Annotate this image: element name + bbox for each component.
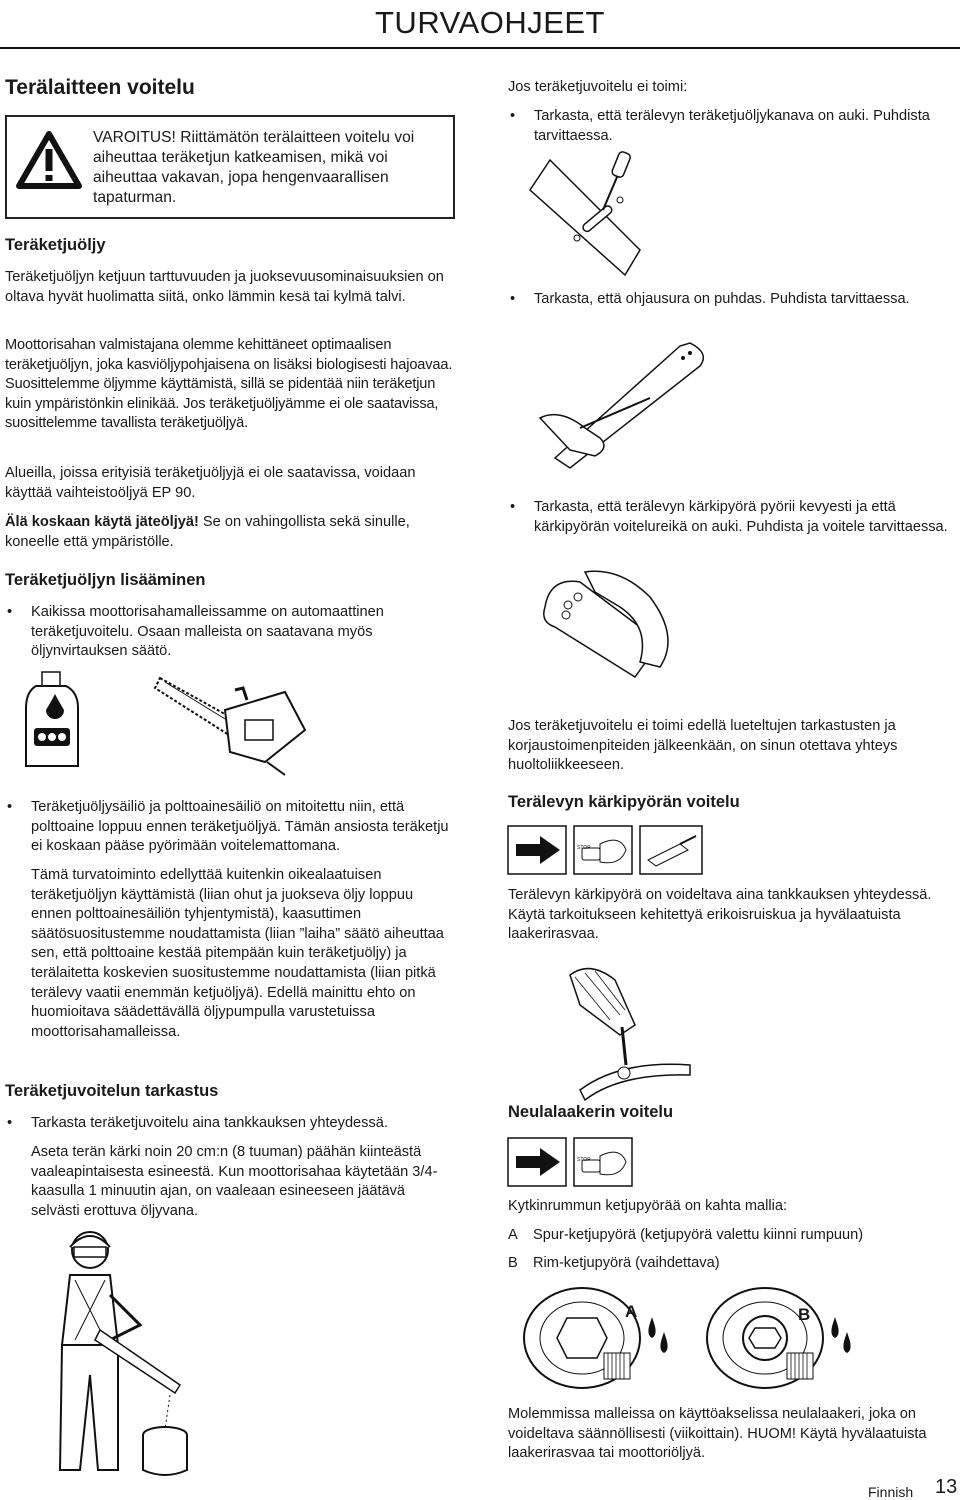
filling-paragraph: Tämä turvatoiminto edellyttää kuitenkin oikealaatuisen teräketjuöljyn käyttämistä (liian ohut ja juokseva öljy loppuu ennen polttoainesäiliön tyhjentymistä), kaasuttimen säätösuositustemme noudattamista (liian ”laiha” säätö aiheuttaa sen, että polttoaine kestää pitempään kuin teräketjuöljy) ja terälaitetta koskevien suositustemme noudattamista (liian pitkä terälevy vaatii enemmän ketjuöljyä). Edellä mainittu ehto on huomioitava säädettävällä öljypumpulla varustetuissa moottorisahamalleissa.	[31, 867, 444, 1040]
bullet-dot: •	[510, 108, 516, 124]
right-intro: Jos teräketjuvoitelu ei toimi:	[508, 79, 688, 95]
tip-greasing-illustration	[560, 965, 710, 1105]
chainsaw-illustration	[155, 670, 315, 780]
warning-body: Riittämätön terälaitteen voitelu voi aiheuttaa teräketjun katkeamisen, mikä voi aiheuttaa vakavan, jopa hengenvaarallisen tapaturman.	[93, 129, 415, 206]
oil-paragraph-3: Alueilla, joissa erityisiä teräketjuöljyjä ei ole saatavissa, voidaan käyttää vaihteistoöljyä EP 90.	[5, 465, 416, 501]
operator-test-illustration	[40, 1225, 190, 1485]
oil-warning-text: Se on vahingollista sekä sinulle, koneelle että ympäristölle.	[5, 514, 410, 550]
filling-bullet-2	[7, 798, 452, 858]
bullet-dot: •	[7, 1115, 13, 1131]
right-bullet-1	[510, 107, 950, 147]
right-bullet-1-text: Tarkasta, että terälevyn teräketjuöljykanava on auki. Puhdista tarvittaessa.	[534, 108, 930, 144]
right-bullet-2	[510, 290, 950, 330]
filling-heading: Teräketjuöljyn lisääminen	[5, 571, 206, 589]
check-bullet	[7, 1114, 452, 1134]
needle-paragraph-1: Kytkinrummun ketjupyörää on kahta mallia:	[508, 1198, 788, 1214]
tip-paragraph: Terälevyn kärkipyörä on voideltava aina tankkauksen yhteydessä. Käytä tarkoitukseen kehitettyä erikoisruiskua ja hyvälaatuista laakerirasvaa.	[508, 887, 932, 943]
tip-heading: Terälevyn kärkipyörän voitelu	[508, 793, 740, 811]
bullet-dot: •	[7, 604, 13, 620]
stop-label-2: STOP	[577, 1157, 591, 1163]
needle-paragraph-2: Molemmissa malleissa on käyttöakselissa neulalaakeri, joka on voideltava säännöllisesti (viikoittain). HUOM! Käytä hyvälaatuista laakerirasvaa tai moottoriöljyä.	[508, 1406, 927, 1462]
bar-channel-screwdriver-illustration	[530, 150, 670, 280]
warning-text	[93, 128, 443, 208]
warning-triangle-icon	[17, 131, 81, 189]
filling-bullet-1	[7, 603, 452, 663]
right-bullet-2-text: Tarkasta, että ohjausura on puhdas. Puhdista tarvittaessa.	[534, 291, 910, 307]
check-bullet-text: Tarkasta teräketjuvoitelu aina tankkauksen yhteydessä.	[31, 1115, 388, 1131]
needle-heading: Neulalaakerin voitelu	[508, 1103, 674, 1121]
oil-bottle-illustration	[22, 670, 82, 770]
oil-heading: Teräketjuöljy	[5, 236, 106, 254]
page-header-title: TURVAOHJEET	[375, 5, 605, 40]
needle-option-b-text: Rim-ketjupyörä (vaihdettava)	[533, 1255, 720, 1271]
warning-label: VAROITUS!	[93, 129, 176, 146]
drum-b-label: B	[798, 1305, 811, 1324]
needle-option-a-letter: A	[508, 1227, 518, 1243]
right-bullet-3	[510, 498, 950, 558]
clutch-drum-b-illustration	[705, 1283, 855, 1393]
check-paragraph: Aseta terän kärki noin 20 cm:n (8 tuuman) päähän kiinteästä vaaleapintaisesta esineestä. Kun moottorisahaa käytetään 3/4-kaasulla 1 minuutin ajan, on vaaleaan esineeseen jäätävä selvästi erottuva öljyvana.	[31, 1144, 438, 1219]
needle-kit-illustration	[508, 1138, 698, 1188]
check-heading: Teräketjuvoitelun tarkastus	[5, 1082, 219, 1100]
service-paragraph: Jos teräketjuvoitelu ei toimi edellä lueteltujen tarkastusten ja korjaustoimenpiteiden jälkeenkään, on sinun otettava yhteys huoltoliikkeeseen.	[508, 718, 898, 774]
stop-label: STOP	[577, 845, 591, 851]
needle-option-a-text: Spur-ketjupyörä (ketjupyörä valettu kiinni rumpuun)	[533, 1227, 864, 1243]
warning-box	[5, 115, 455, 219]
bullet-dot: •	[7, 799, 13, 815]
oil-warning-bold: Älä koskaan käytä jäteöljyä!	[5, 514, 199, 530]
needle-option-b-letter: B	[508, 1255, 518, 1271]
oil-paragraph-4	[5, 513, 450, 552]
drum-a-label: A	[625, 1302, 638, 1321]
filling-bullet-1-text: Kaikissa moottorisahamalleissamme on automaattinen teräketjuvoitelu. Osaan malleista on saatavana myös öljynvirtauksen säätö.	[31, 604, 384, 660]
bullet-dot: •	[510, 291, 516, 307]
header-rule	[0, 47, 960, 49]
footer-page-number: 13	[935, 1476, 958, 1498]
bar-groove-cleaning-illustration	[540, 338, 720, 488]
right-bullet-3-text: Tarkasta, että terälevyn kärkipyörä pyörii kevyesti ja että kärkipyörän voitelureikä on auki. Puhdista ja voitele tarvittaessa.	[534, 499, 948, 535]
bar-tip-sprocket-illustration	[540, 567, 690, 692]
grease-kit-illustration	[508, 826, 708, 876]
filling-bullet-2-text: Teräketjuöljysäiliö ja polttoainesäiliö on mitoitettu niin, että polttoaine loppuu ennen teräketjuöljyä. Tämän ansiosta teräketju ei koskaan pääse pyörimään voitelemattomana.	[31, 799, 449, 855]
oil-paragraph-1: Teräketjuöljyn ketjuun tarttuvuuden ja juoksevuusominaisuuksien on oltava hyvät huolimatta siitä, onko lämmin kesä tai kylmä talvi.	[5, 269, 444, 305]
bullet-dot: •	[510, 499, 516, 515]
section-title: Terälaitteen voitelu	[5, 76, 195, 99]
footer-language: Finnish	[868, 1484, 914, 1500]
clutch-drum-a-illustration	[522, 1283, 672, 1393]
oil-paragraph-2: Moottorisahan valmistajana olemme kehittäneet optimaalisen teräketjuöljyn, joka kasviöljypohjaisena on lisäksi biologisesti hajoavaa. Suosittelemme öljymme käyttämistä, sillä se pidentää niin teräketjun kuin ympäristönkin elinikää. Jos teräketjuöljyämme ei ole saatavissa, suosittelemme tavallista teräketjuöljyä.	[5, 337, 453, 432]
